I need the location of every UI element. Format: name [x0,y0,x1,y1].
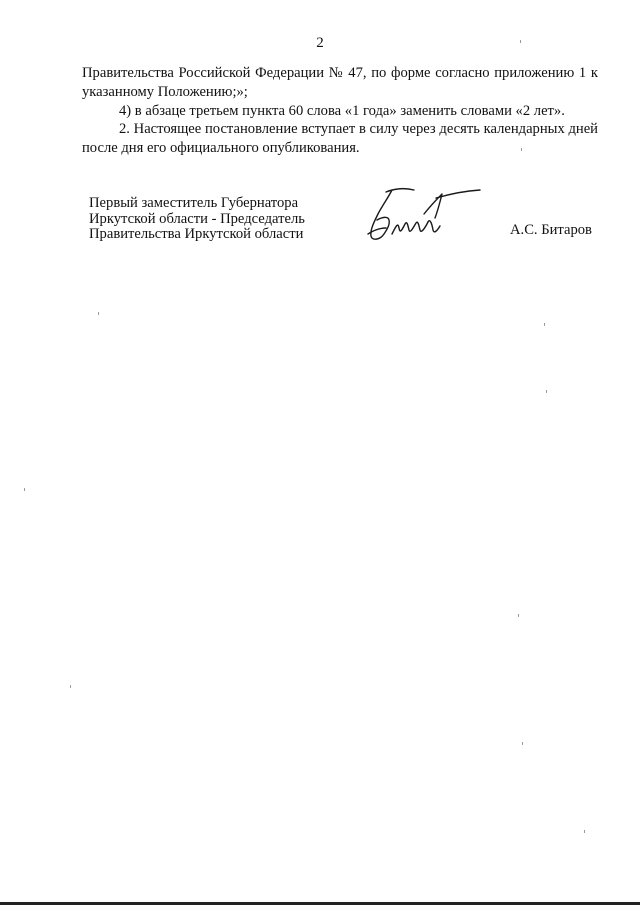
paragraph-item-4: 4) в абзаце третьем пункта 60 слова «1 года» заменить словами «2 лет». [119,102,565,119]
signer-name: А.С. Битаров [510,222,592,238]
page-number: 2 [316,35,324,51]
signatory-line: Иркутской области - Председатель [89,210,305,227]
scan-speck [518,614,519,617]
signatory-line: Первый заместитель Губернатора [89,195,299,211]
scan-speck [522,742,523,745]
scan-speck [520,40,521,43]
handwritten-signature [362,184,490,248]
signatory-title [89,196,339,243]
scan-speck [544,323,545,326]
paragraph-continuation: Правительства Российской Федерации № 47, по форме согласно приложению 1 к указанному Положению;»; [82,65,598,100]
paragraph-effective-date: 2. Настоящее постановление вступает в силу через десять календарных дней после дня его официального опубликования. [82,121,598,157]
scan-speck [70,685,71,688]
scan-speck [24,488,25,491]
scan-speck [98,312,99,315]
scan-speck [546,390,547,393]
signatory-line: Правительства Иркутской области [89,226,304,243]
scan-speck [521,148,522,151]
document-body [82,64,598,158]
scan-speck [584,830,585,833]
